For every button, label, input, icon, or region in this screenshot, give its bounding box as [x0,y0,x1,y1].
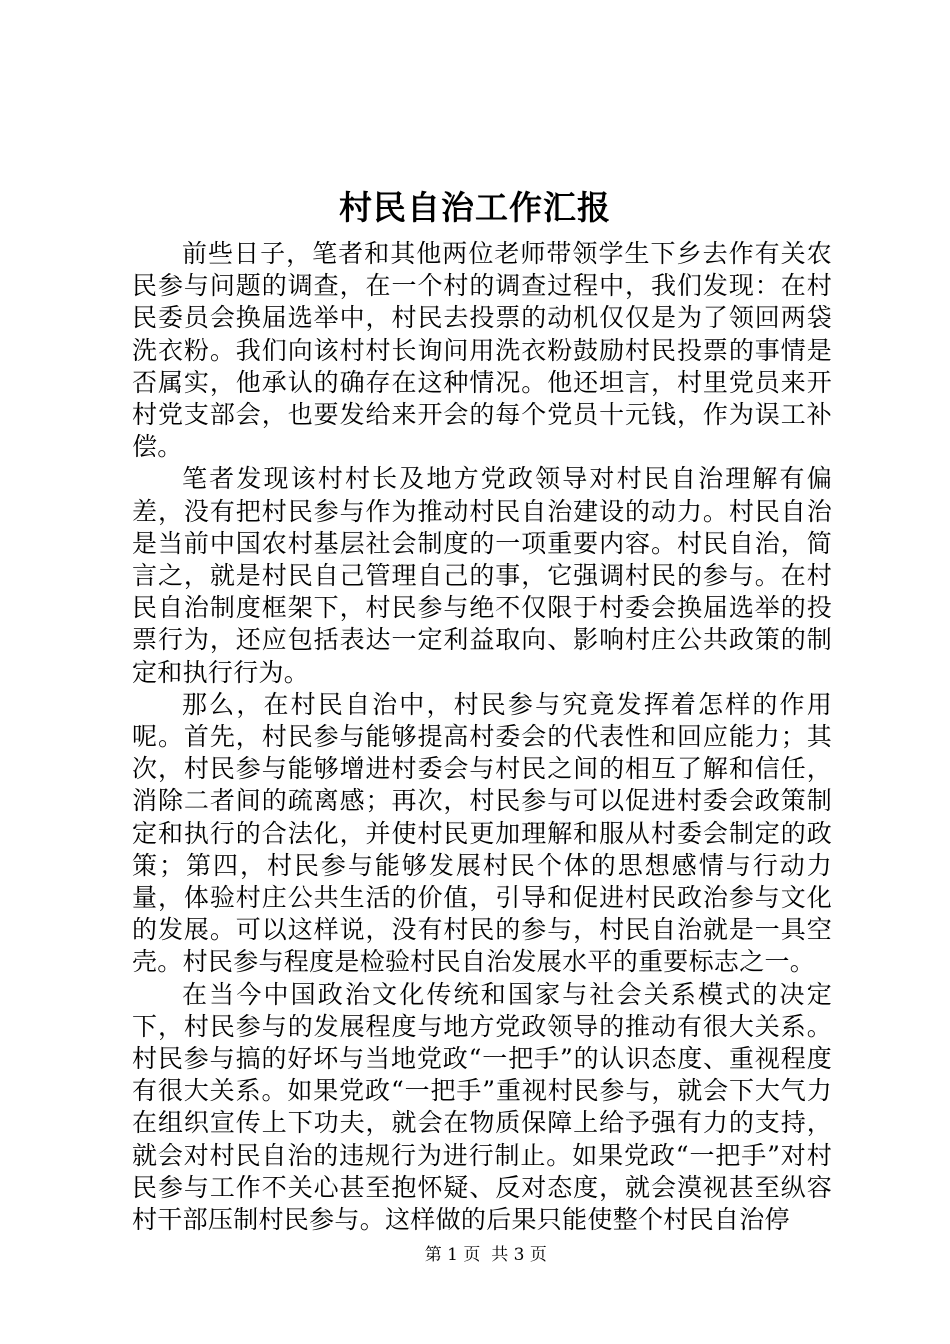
paragraph: 那么，在村民自治中，村民参与究竟发挥着怎样的作用呢。首先，村民参与能够提高村委会的代表性和回应能力；其次，村民参与能够增进村委会与村民之间的相互了解和信任，消除二者间的疏离感；再次，村民参与可以促进村委会政策制定和执行的合法化，并使村民更加理解和服从村委会制定的政策；第四，村民参与能够发展村民个体的思想感情与行动力量，体验村庄公共生活的价值，引导和促进村民政治参与文化的发展。可以这样说，没有村民的参与，村民自治就是一具空壳。村民参与程度是检验村民自治发展水平的重要标志之一。 [132,689,832,977]
paragraph: 在当今中国政治文化传统和国家与社会关系模式的决定下，村民参与的发展程度与地方党政领导的推动有很大关系。村民参与搞的好坏与当地党政“一把手”的认识态度、重视程度有很大关系。如果党政“一把手”重视村民参与，就会下大气力在组织宣传上下功夫，就会在物质保障上给予强有力的支持，就会对村民自治的违规行为进行制止。如果党政“一把手”对村民参与工作不关心甚至抱怀疑、反对态度，就会漠视甚至纵容村干部压制村民参与。这样做的后果只能使整个村民自治停 [132,979,832,1235]
page-footer [0,1219,950,1291]
paragraph: 笔者发现该村村长及地方党政领导对村民自治理解有偏差，没有把村民参与作为推动村民自治建设的动力。村民自治是当前中国农村基层社会制度的一项重要内容。村民自治，简言之，就是村民自己管理自己的事，它强调村民的参与。在村民自治制度框架下，村民参与绝不仅限于村委会换届选举的投票行为，还应包括表达一定利益取向、影响村庄公共政策的制定和执行行为。 [132,464,832,687]
paragraph: 前些日子，笔者和其他两位老师带领学生下乡去作有关农民参与问题的调查，在一个村的调查过程中，我们发现：在村民委员会换届选举中，村民去投票的动机仅仅是为了领回两袋洗衣粉。我们向该村村长询问用洗衣粉鼓励村民投票的事情是否属实，他承认的确存在这种情况。他还坦言，村里党员来开村党支部会，也要发给来开会的每个党员十元钱，作为误工补偿。 [132,239,832,462]
page-number-indicator: 第 1 页 共 3 页 [424,1245,547,1265]
document-title: 村民自治工作汇报 [339,188,611,227]
document-body [132,238,832,1236]
